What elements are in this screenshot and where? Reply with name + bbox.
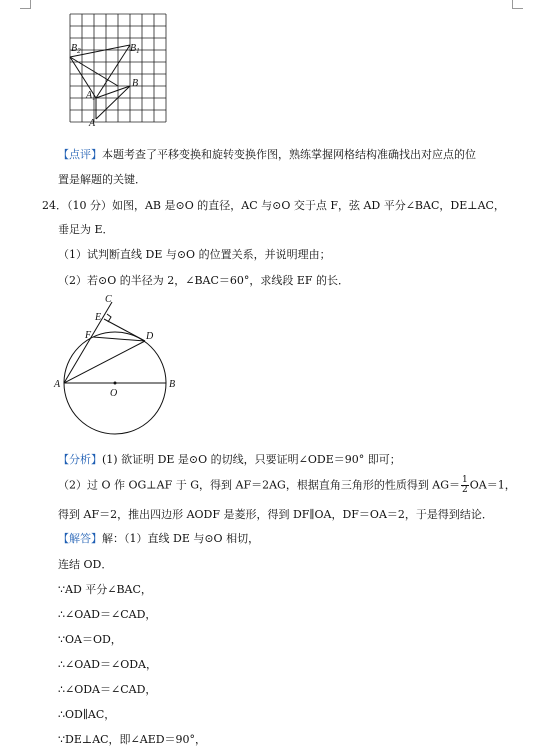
question-part-2 (58, 273, 349, 288)
analysis-text-2a: （2）过 O 作 OG⊥AF 于 G，得到 AF＝2AG，根据直角三角形的性质得到 AG＝ (58, 478, 461, 492)
answer-tag: 【解答】 (58, 532, 102, 545)
comment-line-2 (58, 172, 146, 187)
label-a: A (89, 118, 96, 129)
figure-lines (70, 45, 130, 119)
label-a: A (54, 379, 61, 390)
label-d: D (146, 331, 154, 342)
analysis-line-2 (58, 476, 516, 495)
analysis-text-1: (1) 欲证明 DE 是⊙O 的切线，只要证明∠ODE＝90° 即可； (102, 453, 401, 466)
corner-mark-top-left (20, 0, 31, 9)
question-text-1: 24．（10 分）如图，AB 是⊙O 的直径，AC 与⊙O 交于点 F，弦 AD 平分∠BAC，DE⊥AC， (42, 199, 505, 212)
answer-step: ∵OA＝OD， (58, 633, 122, 646)
analysis-tag: 【分析】 (58, 453, 102, 466)
label-b2: $B_2$ (71, 43, 81, 55)
circle-figure (50, 292, 190, 437)
answer-step: ∴∠ODA＝∠CAD， (58, 683, 157, 696)
analysis-text-3: 得到 AF＝2，推出四边形 AODF 是菱形，得到 DF∥OA，DF＝OA＝2，于是得到结论． (58, 508, 493, 521)
comment-line-1 (58, 147, 476, 162)
grid-lines (70, 14, 166, 122)
answer-step: ∴∠OAD＝∠ODA， (58, 658, 157, 671)
answer-step: ∵DE⊥AC，即∠AED＝90°， (58, 733, 207, 746)
analysis-text-2b: OA＝1， (469, 478, 516, 492)
label-f: F (85, 330, 92, 341)
question-text-2: 垂足为 E． (58, 223, 114, 236)
label-b: B (169, 379, 176, 390)
label-o: O (110, 388, 118, 399)
label-b: B (132, 78, 139, 89)
question-line-2 (58, 222, 114, 237)
answer-step: ∴OD∥AC， (58, 708, 116, 721)
comment-text-1: 本题考查了平移变换和旋转变换作图，熟练掌握网格结构准确找出对应点的位 (102, 148, 476, 161)
grid-figure (62, 12, 167, 132)
comment-text-2: 置是解题的关键． (58, 173, 146, 186)
analysis-line-1 (58, 452, 401, 467)
question-part-2-text: （2）若⊙O 的半径为 2，∠BAC＝60°，求线段 EF 的长． (58, 274, 350, 287)
question-part-1 (58, 247, 331, 262)
analysis-line-3 (58, 507, 493, 522)
answer-line-1 (58, 531, 259, 546)
segment-de (104, 319, 145, 341)
answer-text-1: 解：（1）直线 DE 与⊙O 相切， (102, 532, 260, 545)
center-point (114, 382, 117, 385)
label-a1: $A_1$ (86, 90, 96, 102)
answer-step: ∵AD 平分∠BAC， (58, 583, 152, 596)
question-part-1-text: （1）试判断直线 DE 与⊙O 的位置关系，并说明理由； (58, 248, 331, 261)
label-c: C (105, 294, 112, 305)
answer-step: ∴∠OAD＝∠CAD， (58, 608, 157, 621)
comment-tag: 【点评】 (58, 148, 102, 161)
corner-mark-top-right (512, 0, 523, 9)
fraction-one-half: $\frac{1}{2}$ (462, 475, 468, 495)
question-line-1 (42, 198, 505, 213)
label-b1: $B_1$ (130, 43, 140, 55)
label-e: E (95, 312, 102, 323)
answer-step: 连结 OD． (58, 558, 113, 571)
